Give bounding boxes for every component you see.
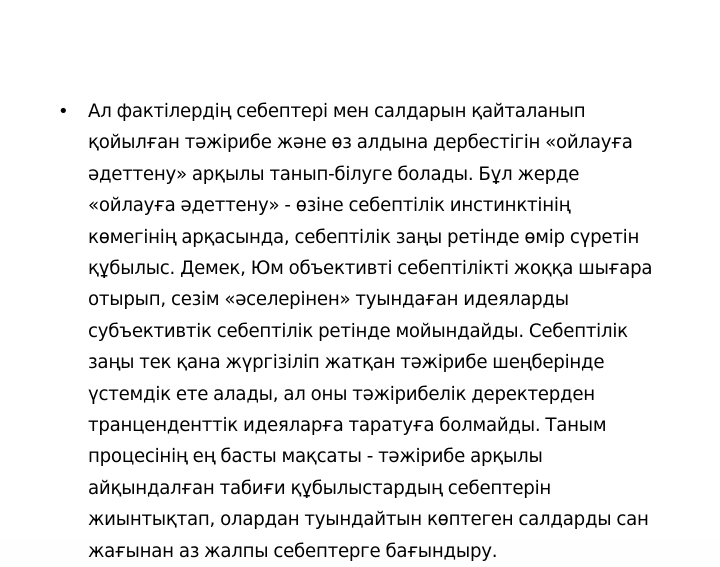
paragraph-line: заңы тек қана жүргізіліп жатқан тәжірибе шеңберінде (88, 352, 605, 374)
paragraph-line: әдеттену» арқылы танып-білуге болады. Бұл жерде (88, 163, 580, 185)
paragraph-line: процесінің ең басты мақсаты - тәжірибе арқылы (88, 446, 543, 468)
body-paragraph (88, 96, 698, 567)
paragraph-line: қойылған тәжірибе және өз алдына дербестігін «ойлауға (88, 132, 633, 154)
paragraph-line: көмегінің арқасында, себептілік заңы ретінде өмір сүретін (88, 226, 640, 248)
paragraph-line: «ойлауға әдеттену» - өзіне себептілік инстинктінің (88, 195, 571, 217)
paragraph-line: жиынтықтап, олардан туындайтын көптеген салдарды сан (88, 509, 649, 531)
bullet-marker: • (58, 101, 69, 122)
paragraph-line: субъективтік себептілік ретінде мойындайды. Себептілік (88, 320, 628, 342)
paragraph-line: айқындалған табиғи құбылыстардың себептерін (88, 477, 552, 499)
paragraph-line: үстемдік ете алады, ал оны тәжірибелік деректерден (88, 383, 595, 405)
paragraph-line: Ал фактілердің себептері мен салдарын қайталанып (88, 101, 586, 122)
bullet-item (58, 96, 698, 567)
paragraph-line: жағынан аз жалпы себептерге бағындыру. (88, 540, 498, 562)
paragraph-line: транценденттік идеяларға таратуға болмайды. Таным (88, 415, 607, 437)
paragraph-line: құбылыс. Демек, Юм объективті себептілікті жоққа шығара (88, 258, 653, 280)
paragraph-line: отырып, сезім «әселерінен» туындаған идеяларды (88, 289, 569, 311)
